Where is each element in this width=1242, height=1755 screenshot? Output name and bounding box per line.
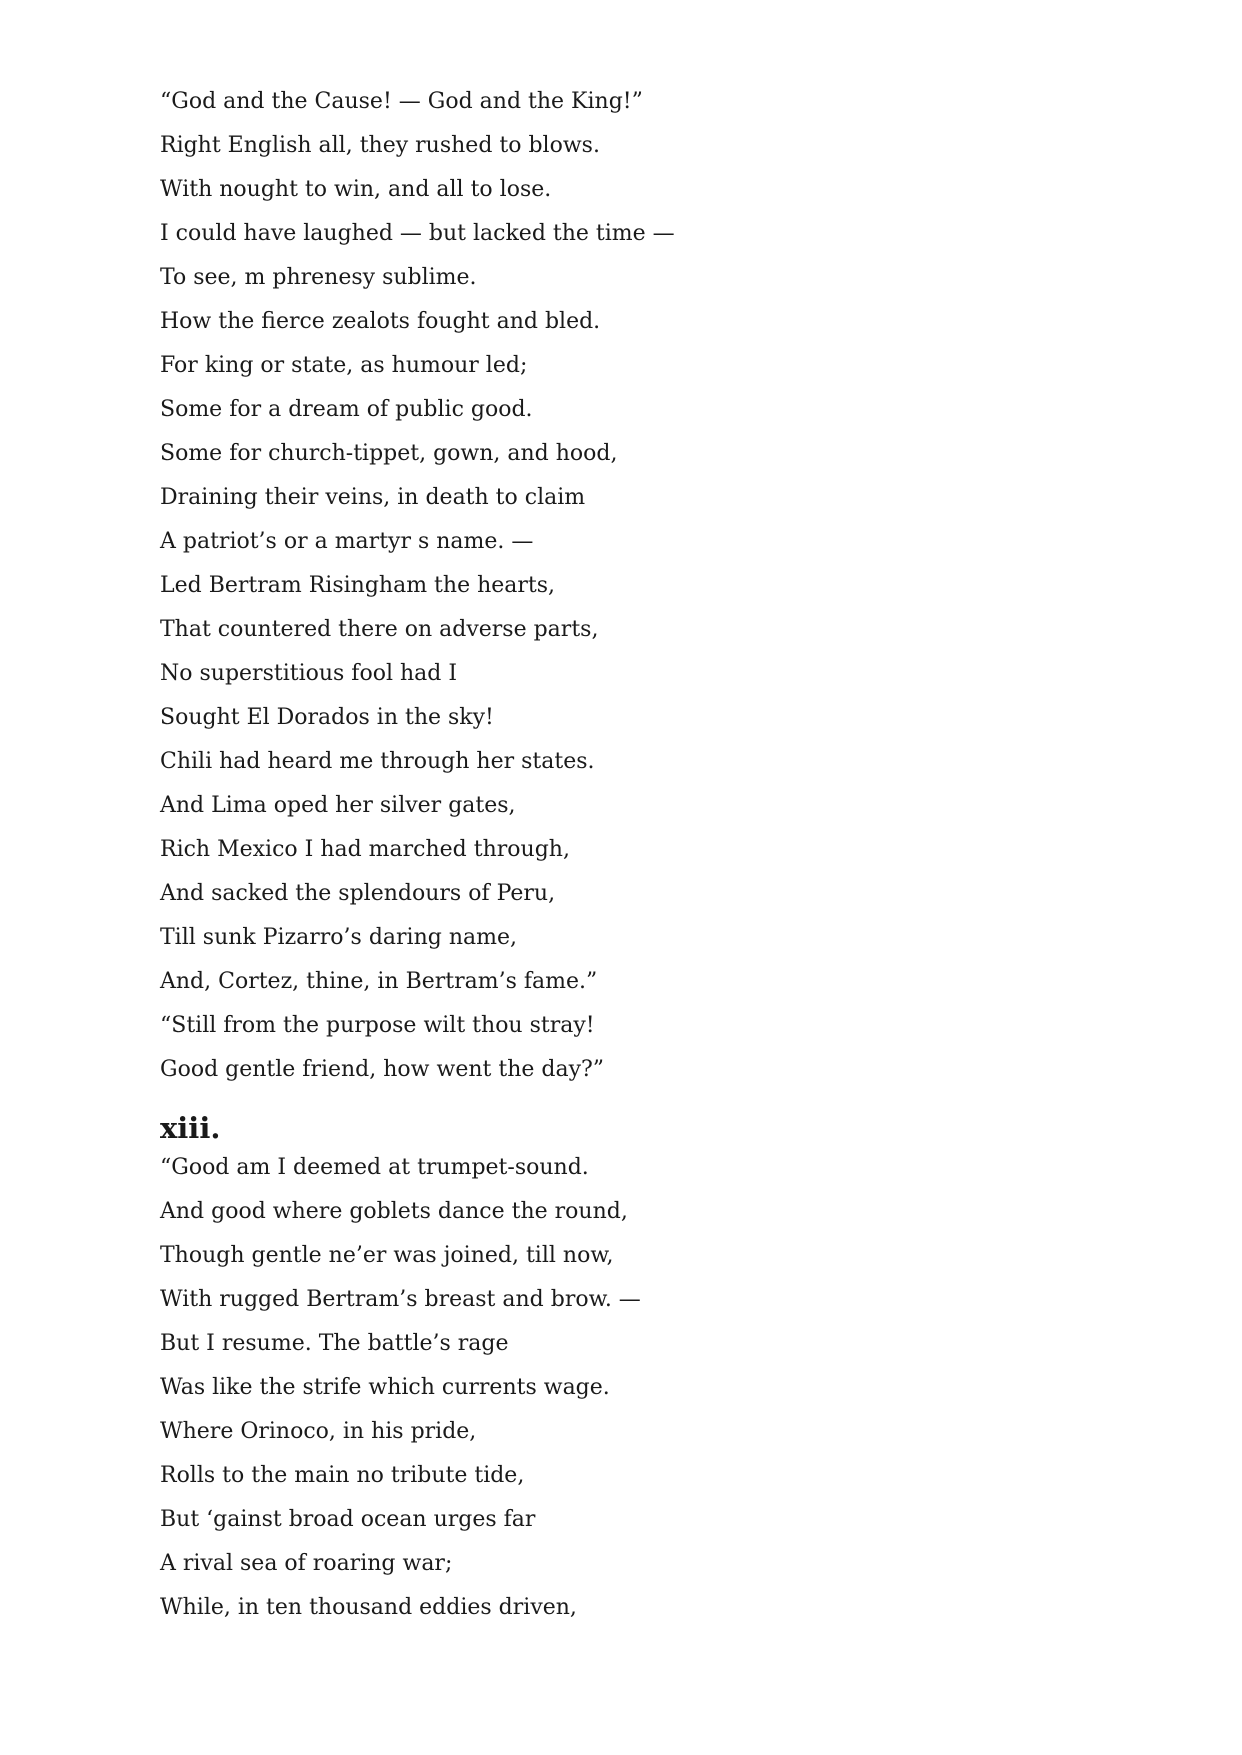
- verse-line: Till sunk Pizarro’s daring name,: [160, 925, 517, 950]
- verse-line: Good gentle friend, how went the day?”: [160, 1057, 605, 1082]
- verse-line: A rival sea of roaring war;: [160, 1551, 453, 1576]
- stanza-1: [160, 80, 1160, 1092]
- verse-line: And, Cortez, thine, in Bertram’s fame.”: [160, 969, 598, 994]
- verse-line: Was like the strife which currents wage.: [160, 1375, 610, 1400]
- verse-line: Some for church-tippet, gown, and hood,: [160, 441, 618, 466]
- verse-line: Rolls to the main no tribute tide,: [160, 1463, 525, 1488]
- verse-line: No superstitious fool had I: [160, 661, 458, 686]
- verse-line: With nought to win, and all to lose.: [160, 177, 552, 202]
- verse-line: Led Bertram Risingham the hearts,: [160, 573, 556, 598]
- verse-line: For king or state, as humour led;: [160, 353, 528, 378]
- verse-line: But ‘gainst broad ocean urges far: [160, 1507, 536, 1532]
- verse-line: And Lima oped her silver gates,: [160, 793, 516, 818]
- verse-line: Rich Mexico I had marched through,: [160, 837, 570, 862]
- verse-line: With rugged Bertram’s breast and brow. —: [160, 1287, 641, 1312]
- verse-line: Though gentle ne’er was joined, till now,: [160, 1243, 614, 1268]
- verse-line: And sacked the splendours of Peru,: [160, 881, 556, 906]
- verse-line: To see, m phrenesy sublime.: [160, 265, 477, 290]
- verse-line: Some for a dream of public good.: [160, 397, 533, 422]
- verse-line: Draining their veins, in death to claim: [160, 485, 586, 510]
- section-heading: xiii.: [160, 1111, 221, 1145]
- verse-line: While, in ten thousand eddies driven,: [160, 1595, 577, 1620]
- verse-line: That countered there on adverse parts,: [160, 617, 599, 642]
- verse-line: “Good am I deemed at trumpet-sound.: [160, 1155, 589, 1180]
- verse-line: Right English all, they rushed to blows.: [160, 133, 600, 158]
- verse-line: And good where goblets dance the round,: [160, 1199, 628, 1224]
- document-page: [160, 80, 1160, 1630]
- verse-line: “Still from the purpose wilt thou stray!: [160, 1013, 595, 1038]
- verse-line: “God and the Cause! — God and the King!”: [160, 89, 643, 114]
- verse-line: I could have laughed — but lacked the time —: [160, 221, 675, 246]
- verse-line: But I resume. The battle’s rage: [160, 1331, 509, 1356]
- stanza-2: [160, 1146, 1160, 1630]
- verse-line: Where Orinoco, in his pride,: [160, 1419, 477, 1444]
- verse-line: Sought El Dorados in the sky!: [160, 705, 494, 730]
- verse-line: A patriot’s or a martyr s name. —: [160, 529, 534, 554]
- verse-line: How the fierce zealots fought and bled.: [160, 309, 601, 334]
- verse-line: Chili had heard me through her states.: [160, 749, 595, 774]
